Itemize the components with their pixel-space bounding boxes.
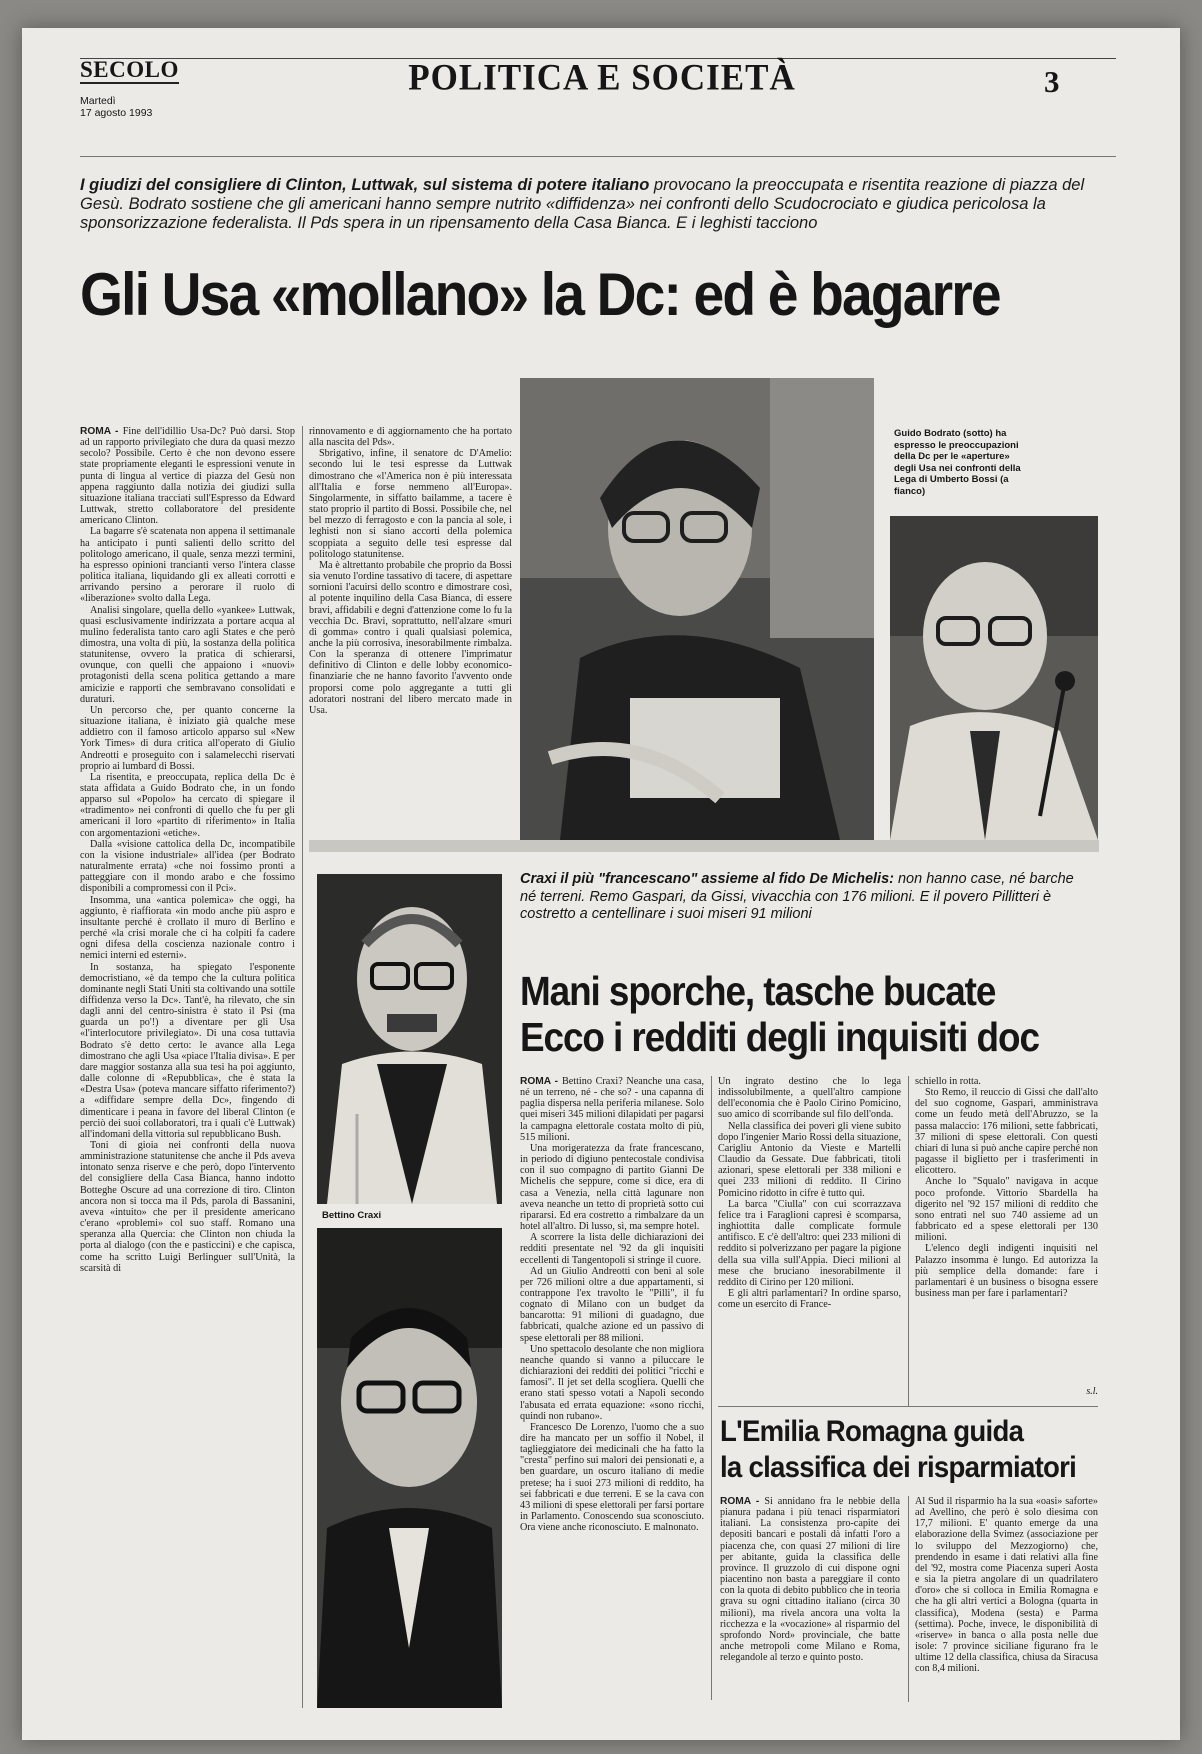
- photo-caption-craxi: Bettino Craxi: [322, 1210, 382, 1221]
- photo-bodrato: [890, 516, 1098, 840]
- photo-craxi-2-image: [317, 1228, 502, 1708]
- photo-caption-bodrato: Guido Bodrato (sotto) ha espresso le preoccupazioni della Dc per le «aperture» degli Usa nei confronti della Lega di Umberto Bossi (a fianco): [894, 428, 1021, 497]
- incomes-article-col2: [718, 1076, 901, 1398]
- deck-rule: [80, 156, 1116, 157]
- newspaper-page: [22, 28, 1180, 1740]
- article-signature: s.l.: [1086, 1386, 1098, 1397]
- photo-bodrato-image: [890, 516, 1098, 840]
- photo-craxi-2: [317, 1228, 502, 1708]
- paragraph: Analisi singolare, quella dello «yankee» Luttwak, quasi esclusivamente indirizzata a portare acqua al mulino federalista tanto caro agli States e che però dimostra, una volta di più, la sostanza della politica statunitense, ovvero la pratica di schierarsi, ovunque, con quelli che appaiono i «nuovi» protagonisti della scena politica gettando a mare amicizie e rapporti che sembravano consolidati e duraturi.: [80, 604, 295, 705]
- column-rule: [302, 426, 303, 1708]
- paragraph: Toni di gioia nei confronti della nuova amministrazione statunitense che anche il Pds aveva intonato senza riserve e che però, dopo l'intervento del consigliere della Casa Bianca, hanno indotto Botteghe Oscure ad una correzione di tiro. Clinton ancora non si tocca ma il Pds, parola di Bassanini, aveva «intuito» che per il presidente americano c'erano «problemi» col suo staff. Romano una speranza alla Quercia: che Clinton non chiuda la porta al dialogo (con the e pasticcini) e che capisca, come ha scritto Luigi Berlinguer sull'Unità, la scarsità di: [80, 1140, 295, 1274]
- savings-headline-line2: la classifica dei risparmiatori: [720, 1451, 1077, 1484]
- paragraph: rinnovamento e di aggiornamento che ha portato alla nascita del Pds».: [309, 426, 512, 449]
- paragraph: Una morigeratezza da frate francescano, in periodo di digiuno pentecostale condivisa con il suo compagno di partito Gianni De Michelis che seppure, come si dice, era di casa a Venezia, nella città lagunare non aveva neanche un tetto di proprietà sotto cui ripararsi. Ed era costretto a rimbalzare da un hotel all'altro. Di lusso, sì, ma sempre hotel.: [520, 1142, 704, 1233]
- savings-article-col1: [720, 1496, 900, 1704]
- photo-bossi: [520, 378, 874, 840]
- page-number: 3: [1044, 64, 1060, 99]
- main-deck: [80, 176, 1090, 233]
- column-rule: [908, 1076, 909, 1406]
- paragraph: Un ingrato destino che lo lega indissolubilmente, a quell'altro campione dell'economia che è Paolo Cirino Pomicino, suo amico di scorribande sul filo dell'onda.: [718, 1076, 901, 1121]
- paragraph: La barca "Ciulla" con cui scorrazzava felice tra i Faraglioni capresi è scomparsa, inghiottita dalle complicate formule antifisco. E c'è dell'altro: quei 233 milioni di reddito si polverizzano per pagare la pigione della sua villa sull'Appia. Dieci milioni al mese che bruciano inesorabilmente il reddito di Cirino per 120 milioni.: [718, 1198, 901, 1288]
- incomes-headline-line2: Ecco i redditi degli inquisiti doc: [520, 1014, 1039, 1060]
- paragraph: Sto Remo, il reuccio di Gissi che dall'alto del suo cognome, Gaspari, amministrava come un feudo metà dell'Abruzzo, se la passa malaccio: 176 milioni, sette fabbricati, 37 milioni di spese elettorali. Con questi chiari di luna si può anche capire perché non pagasse il biglietto per i trasferimenti in elicottero.: [915, 1087, 1098, 1177]
- paragraph: Nella classifica dei poveri gli viene subito dopo l'ingenier Mario Rossi della situazione, Carigliu Antonio da Vieste e Martelli Claudio da Gessate. Due fabbricati, titoli azionari, spese elettorali per 338 milioni e quei 233 milioni di reddito. Il Cirino Pomicino ridotto in cifre è tutto qui.: [718, 1120, 901, 1199]
- paragraph: La bagarre s'è scatenata non appena il settimanale ha anticipato i punti salienti dello scritto del politologo americano, il quale, senza mezzi termini, ha espresso opinioni trancianti verso l'intera classe politica italiana, liquidando gli ex alleati corrotti e arrivando persino a perorare il ruolo di «liberazione» svolto dalla Lega.: [80, 526, 295, 605]
- paragraph: E gli altri parlamentari? In ordine sparso, come un esercito di France-: [718, 1287, 901, 1311]
- paragraph: A scorrere la lista delle dichiarazioni dei redditi presentate nel '92 da gli inquisiti eccellenti di Tangentopoli si stringe il cuore.: [520, 1232, 704, 1266]
- savings-article-col2: [915, 1496, 1098, 1704]
- incomes-deck: [520, 871, 1080, 924]
- paragraph: Al Sud il risparmio ha la sua «oasi» saforte» ad Avellino, che però è solo diesima con 17,7 milioni. E' quanto emerge da una elaborazione della Svimez (associazione per lo sviluppo del Mezzogiorno) che, prendendo in esame i dati relativi alla fine del '92, mostra come Piacenza superi Aosta e sia la pietra angolare di un quadrilatero d'oro» che si colloca in Emilia Romagna e che ha gli altri vertici a Bologna (quarta in classifica), Modena (sesta) e Parma (settima). Poche, invece, le disponibilità di «riserve» in banca o alla posta nelle due isole: 7 province siciliane figurano fra le ultime 12 della classifica, chiusa da Siracusa con 8,4 milioni.: [915, 1496, 1098, 1675]
- paragraph: Dalla «visione cattolica della Dc, incompatibile con la visione industriale» all'idea (per Bodrato naturalmente errata) «che noi fossimo pronti a patteggiare con il mondo arabo e che fossimo disponibili a compromessi con il Pci».: [80, 838, 295, 895]
- paragraph: Francesco De Lorenzo, l'uomo che a suo dire ha mancato per un soffio il Nobel, il taglieggiatore dei medicinali che ha fatto la "cresta" perfino sui malori dei pensionati e, a ben guardare, un oscuro italiano di medie pretese; ha i suoi 273 milioni di reddito, ha sei fabbricati e due terreni. E se la cava con 43 milioni di spese elettorali per farsi portare in Parlamento. Conoscendo sua sconosciuto. Ora viene anche riconosciuto. E malnonato.: [520, 1421, 704, 1534]
- paragraph: La risentita, e preoccupata, replica della Dc è stata affidata a Guido Bodrato che, in un fondo apparso sul «Popolo» ha cercato di spiegare il «tradimento» nei confronti di quello che fu per gli americani il loro «partito di riferimento» in Italia con argomentazioni «etiche».: [80, 771, 295, 839]
- photo-craxi-1: [317, 874, 502, 1204]
- paragraph: In sostanza, ha spiegato l'esponente democristiano, «è da tempo che la cultura politica dominante negli Stati Uniti sta coltivando una sottile diffidenza verso la Dc». Tant'è, ha rilevato, che sin dagli anni del centro-sinistra è stato il Psi (ma guarda un po'!) a diventare per gli Usa «l'interlocutore privilegiato». Di una cosa tuttavia Bodrato s'è detto certo: le avance alla Lega dimostrano che agli Usa «piace l'Italia divisa». E per dare maggior sostanza alla sua tesi ha poi aggiunto, dalle colonne di «Repubblica», che è stata la «Destra Usa» (poteva mancare siffatto riferimento?) a «diffidare sempre della Dc», fingendo di dimenticare i peana in favore del liberal Clinton (e perciò dei suoi collaboratori, tra i quali c'è Luttwak) all'indomani della vittoria sul repubblicano Bush.: [80, 961, 295, 1140]
- paragraph: Un percorso che, per quanto concerne la situazione italiana, è iniziato già qualche mese addietro con il famoso articolo apparso sul «New York Times» di dura critica all'operato di Giulio Andreotti e proseguito con i salamelecchi riservati proprio ai lumbard di Bossi.: [80, 704, 295, 772]
- paragraph: Sbrigativo, infine, il senatore dc D'Amelio: secondo lui le tesi espresse da Luttwak dimostrano che «l'America non è più interessata all'Italia e forse nemmeno all'Europa». Singolarmente, in siffatto bailamme, a tacere è stato proprio il partito di Bossi. Possibile che, nel bel mezzo di ferragosto e con la pancia al sole, i leghisti non si siano accorti della polemica scoppiata a seguito delle tesi espresse dal politologo statunitense.: [309, 448, 512, 560]
- incomes-headline-line1: Mani sporche, tasche bucate: [520, 968, 996, 1014]
- incomes-article-col3: [915, 1076, 1098, 1386]
- main-deck-bold: I giudizi del consigliere di Clinton, Luttwak, sul sistema di potere italiano: [80, 176, 650, 194]
- issue-date: 17 agosto 1993: [80, 107, 153, 119]
- main-article-col1: [80, 426, 295, 1708]
- section-title: POLITICA E SOCIETÀ: [408, 57, 796, 98]
- column-rule: [711, 1076, 712, 1700]
- weekday: Martedì: [80, 95, 116, 107]
- dateline: [80, 95, 152, 119]
- photo-bossi-image: [520, 378, 874, 840]
- main-deck-rest: provocano la preoccupata e risentita reazione di piazza del Gesù. Bodrato sostiene che gli americani hanno sempre nutrito «diffidenza» nei confronti dello Scudocrociato e giudica pericolosa la sponsorizzazione federalista. Il Pds spera in un ripensamento della Casa Bianca. E i leghisti tacciono: [80, 176, 1085, 232]
- paragraph: Ma è altrettanto probabile che proprio da Bossi sia venuto l'ordine tassativo di tacere, di aspettare sornioni l'acuirsi dello scontro e dimostrare così, al potente inquilino della Casa Bianca, di essere bravi, affidabili e degni d'attenzione come lo fu la vecchia Dc. Bravi, soprattutto, nell'alzare «muri di gomma» contro i quali qualsiasi polemica, anche la più corrosiva, inesorabilmente rimbalza. Con la speranza di ottenere l'imprimatur definitivo di Clinton e delle lobby economico-finanziarie che ne hanno favorito l'avvento onde proporsi come polo aggregante a tutti gli adoratori nostrani del libero mercato made in Usa.: [309, 559, 512, 716]
- masthead: SECOLO: [80, 57, 179, 82]
- paragraph: Uno spettacolo desolante che non migliora neanche quando si vanno a piluccare le dichiarazioni dei redditi dei politici "ricchi e famosi". Il jet set della scogliera. Quelli che erano stati spesso votati a Napoli secondo l'abusata ed errata equazione: «sono ricchi, quindi non rubano».: [520, 1343, 704, 1422]
- photo-craxi-1-image: [317, 874, 502, 1204]
- paragraph: schiello in rotta.: [915, 1076, 981, 1087]
- paragraph: ROMA - Fine dell'idillio Usa-Dc? Può darsi. Stop ad un rapporto privilegiato che dura da quasi mezzo secolo? Possibile. Certo è che non devono essere state propriamente eleganti le espressioni venute in punta di lingua al vertice di piazza del Gesù non appena raggiunto dalla notizia dei giudizi sulla situazione italiana tracciati sull'Espresso da Edward Luttwak, stretto collaboratore del presidente americano Clinton.: [80, 426, 295, 527]
- box-rule: [718, 1406, 1098, 1407]
- paragraph: Ad un Giulio Andreotti con beni al sole per 726 milioni oltre a due appartamenti, si contrappone l'ex travolto le "Pilli", il fu cognato di Milano con un budget da bancarotta: 91 milioni di guadagno, due fabbricati, qualche azione ed un passivo di spese elettorali per 88 milioni.: [520, 1265, 704, 1344]
- savings-headline-line1: L'Emilia Romagna guida: [720, 1415, 1024, 1448]
- paragraph: Insomma, una «antica polemica» che oggi, ha aggiunto, è riaffiorata «in modo anche più aspro e insultante perché è crollato il muro di Berlino e perché «la crisi morale che ci ha colpiti fa cadere ogni difesa della coscienza nazionale contro i nemici interni ed esterni».: [80, 894, 295, 962]
- main-headline: Gli Usa «mollano» la Dc: ed è bagarre: [80, 261, 1000, 328]
- section-band: [309, 840, 1099, 852]
- incomes-article-col1: [520, 1076, 704, 1704]
- column-rule: [908, 1496, 909, 1702]
- main-article-col2: [309, 426, 512, 836]
- paragraph: L'elenco degli indigenti inquisiti nel Palazzo insomma è lungo. Ed autorizza la più semplice della domande: fare i parlamentari è un business o bisogna essere business man per fare i parlamentari?: [915, 1243, 1098, 1299]
- incomes-deck-rest: non hanno case, né barche né terreni. Remo Gaspari, da Gissi, vivacchia con 176 milioni. E il povero Pillitteri è costretto a centellinare i suoi miseri 91 milioni: [520, 871, 1074, 922]
- incomes-deck-bold: Craxi il più "francescano" assieme al fido De Michelis:: [520, 871, 894, 887]
- paragraph: ROMA - Si annidano fra le nebbie della pianura padana i più tenaci risparmiatori italiani. La consistenza pro-capite dei depositi bancari e postali dà infatti l'oro a piacenza che, con quasi 27 milioni di lire per abitante, guida la classifica delle province. Il gruzzolo di cui dispone ogni piacentino non basta a pareggiare il conto con la quota di debito pubblico che in teoria grava su ogni cittadino italiano (circa 30 milioni), ma rivela ancora una volta la ricchezza e la «vocazione» al risparmio del sprofondo Nord» provinciale, che batte anche metropoli come Milano e Roma, relegandole al terzo e quinto posto.: [720, 1496, 900, 1664]
- paragraph: Anche lo "Squalo" navigava in acque poco profonde. Vittorio Sbardella ha digerito nel '92 157 milioni di reddito che sono entrati nel suo 740 assieme ad un fabbricato ed a spese elettorali per 130 milioni.: [915, 1176, 1098, 1244]
- paragraph: ROMA - Bettino Craxi? Neanche una casa, né un terreno, né - che so? - una capanna di paglia dispersa nella periferia milanese. Solo quei miseri 345 milioni dilapidati per pagarsi la campagna elettorale costata molto di più, 515 milioni.: [520, 1076, 704, 1143]
